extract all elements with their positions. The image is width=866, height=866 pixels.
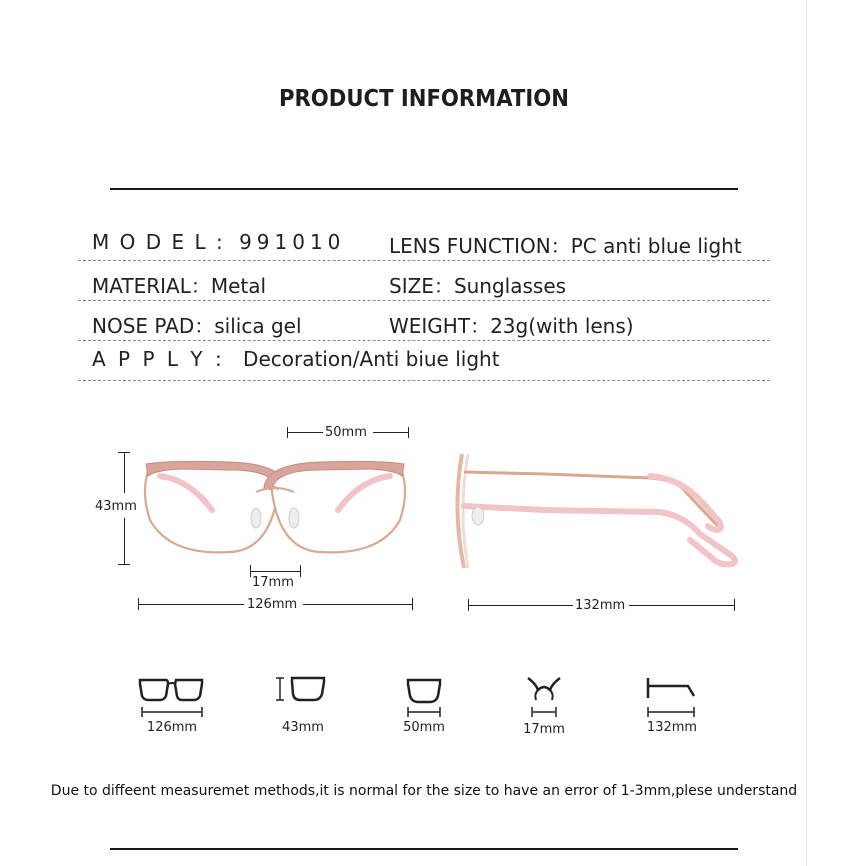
temple-length-line-left bbox=[468, 605, 573, 606]
lens-height-icon-label: 43mm bbox=[282, 720, 324, 735]
bridge-icon bbox=[524, 672, 564, 720]
apply-value: Decoration/Anti biue light bbox=[243, 347, 500, 371]
bridge-icon-label: 17mm bbox=[523, 722, 565, 737]
weight-value: 23g(with lens) bbox=[490, 314, 634, 338]
bridge-label: 17mm bbox=[252, 575, 294, 590]
material-value: Metal bbox=[210, 274, 267, 298]
frame-width-icon bbox=[136, 672, 208, 718]
temple-icon bbox=[644, 672, 700, 718]
temple-length-tick-right bbox=[734, 599, 735, 611]
temple-length-tick-left bbox=[468, 599, 469, 611]
lens-height-icon bbox=[274, 672, 332, 712]
bridge-tick-right bbox=[300, 565, 301, 577]
frame-width-label: 126mm bbox=[247, 597, 298, 612]
size-label: SIZE： bbox=[389, 274, 454, 298]
weight-label: WEIGHT： bbox=[389, 314, 491, 338]
lens-height-tick-top bbox=[118, 452, 130, 453]
lens-height-line-top bbox=[124, 452, 125, 493]
lens-width-line-left bbox=[287, 432, 323, 433]
footer-divider bbox=[110, 848, 738, 850]
lens-height-tick-bottom bbox=[118, 564, 130, 565]
lens-width-tick-right bbox=[408, 427, 409, 438]
page-edge-divider bbox=[806, 0, 807, 866]
temple-icon-label: 132mm bbox=[646, 720, 698, 735]
lens-width-tick-left bbox=[287, 427, 288, 438]
frame-width-icon-label: 126mm bbox=[146, 720, 198, 735]
page-title: PRODUCT INFORMATION bbox=[278, 86, 569, 112]
material-label: MATERIAL： bbox=[92, 274, 211, 298]
lens-function-label: LENS FUNCTION： bbox=[389, 234, 571, 258]
temple-length-label: 132mm bbox=[575, 598, 626, 613]
lens-function-value: PC anti blue light bbox=[570, 234, 742, 258]
lens-width-line-right bbox=[373, 432, 409, 433]
frame-width-line-left bbox=[138, 604, 244, 605]
size-value: Sunglasses bbox=[453, 274, 567, 298]
spec-row-material bbox=[78, 260, 770, 301]
apply-label: A P P L Y : bbox=[92, 347, 225, 371]
spec-row-model bbox=[78, 220, 770, 261]
lens-height-line-bottom bbox=[124, 518, 125, 564]
title-divider bbox=[110, 188, 738, 190]
nose-pad-value: silica gel bbox=[214, 314, 302, 338]
lens-width-icon-label: 50mm bbox=[403, 720, 445, 735]
spec-row-apply bbox=[78, 340, 770, 381]
frame-width-line-right bbox=[303, 604, 413, 605]
temple-length-line-right bbox=[629, 605, 735, 606]
side-view-glasses bbox=[450, 440, 750, 580]
nose-pad-label: NOSE PAD： bbox=[92, 314, 215, 338]
bridge-tick-left bbox=[250, 565, 251, 577]
measurement-note: Due to diffeent measuremet methods,it is normal for the size to have an error of 1-3mm,plese understand bbox=[50, 783, 798, 799]
spec-row-nose-pad bbox=[78, 300, 770, 341]
frame-width-tick-left bbox=[138, 598, 139, 610]
lens-width-icon bbox=[402, 672, 446, 718]
model-value: 991010 bbox=[239, 230, 346, 254]
model-label: M O D E L : bbox=[92, 230, 225, 254]
frame-width-tick-right bbox=[412, 598, 413, 610]
bridge-line bbox=[250, 571, 301, 572]
lens-height-label: 43mm bbox=[95, 499, 137, 514]
lens-width-label: 50mm bbox=[325, 425, 367, 440]
